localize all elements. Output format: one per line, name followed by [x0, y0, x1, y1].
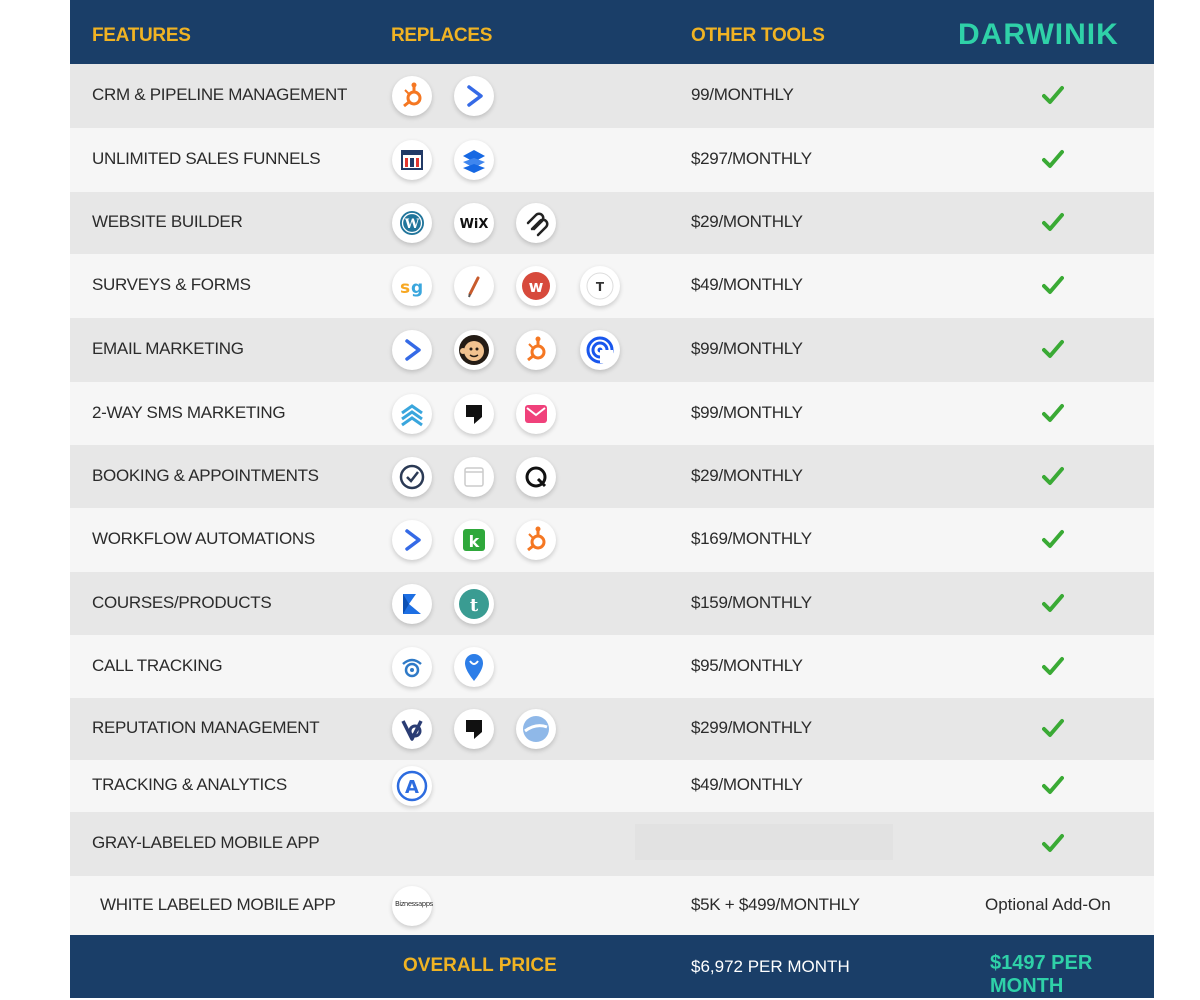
table-row [70, 508, 1154, 572]
bizness-apps-label: Biznessapps [395, 900, 433, 908]
overall-price-label: OVERALL PRICE [403, 955, 557, 976]
svg-text:s: s [400, 278, 411, 298]
keap-icon [454, 520, 494, 560]
table-row [70, 254, 1154, 318]
table-row [70, 812, 1154, 876]
header-features: FEATURES [92, 25, 191, 46]
svg-text:WiX: WiX [459, 217, 489, 232]
table-row [70, 128, 1154, 192]
feature-name: WHITE LABELED MOBILE APP [100, 895, 336, 914]
mailchimp-icon [454, 330, 494, 370]
location-pin-icon [454, 647, 494, 687]
check-icon [1042, 529, 1064, 554]
birdeye-icon [392, 709, 432, 749]
check-icon [1042, 656, 1064, 681]
header-replaces: REPLACES [391, 25, 493, 46]
feature-name: CALL TRACKING [92, 656, 223, 675]
feature-name: CRM & PIPELINE MANAGEMENT [92, 85, 348, 104]
table-header [70, 0, 1154, 64]
squarespace-icon [516, 203, 556, 243]
check-icon [1042, 85, 1064, 110]
check-icon [1042, 593, 1064, 618]
hubspot-icon [516, 520, 556, 560]
check-icon [1042, 718, 1064, 743]
layers-icon [454, 140, 494, 180]
chevrons-up-icon [392, 394, 432, 434]
svg-text:A: A [405, 777, 419, 798]
activecampaign-icon [392, 520, 432, 560]
svg-text:g: g [411, 278, 424, 298]
teachable-icon [454, 584, 494, 624]
table-row [70, 318, 1154, 382]
svg-text:k: k [468, 532, 480, 551]
surveygizmo-icon [392, 266, 432, 306]
calendly-icon [392, 457, 432, 497]
feature-name: UNLIMITED SALES FUNNELS [92, 149, 321, 168]
other-tools-price: $5K + $499/MONTHLY [691, 895, 860, 914]
table-row [70, 760, 1154, 812]
feature-name: REPUTATION MANAGEMENT [92, 718, 320, 737]
reviewtrackers-icon [516, 709, 556, 749]
other-tools-price: $299/MONTHLY [691, 718, 812, 737]
check-icon [1042, 403, 1064, 428]
table-footer [70, 935, 1154, 998]
table-row [70, 572, 1154, 635]
darwinik-logo: DARWINIK [958, 18, 1119, 51]
other-tools-price: 99/MONTHLY [691, 85, 794, 104]
analytics-icon [392, 766, 432, 806]
hubspot-icon [516, 330, 556, 370]
check-icon [1042, 466, 1064, 491]
table-row [70, 698, 1154, 760]
constantcontact-icon [580, 330, 620, 370]
check-icon [1042, 339, 1064, 364]
svg-text:w: w [528, 277, 544, 296]
other-tools-price: $99/MONTHLY [691, 403, 803, 422]
darwinik-total: $1497 PER MONTH [990, 952, 1093, 997]
hubspot-icon [392, 76, 432, 116]
header-other-tools: OTHER TOOLS [691, 25, 825, 46]
other-tools-price: $29/MONTHLY [691, 466, 803, 485]
table-row [70, 876, 1154, 935]
check-icon [1042, 149, 1064, 174]
podium-icon [454, 709, 494, 749]
feature-name: WEBSITE BUILDER [92, 212, 243, 231]
check-icon [1042, 833, 1064, 858]
feature-name: BOOKING & APPOINTMENTS [92, 466, 319, 485]
other-tools-price: $297/MONTHLY [691, 149, 812, 168]
activecampaign-icon [454, 76, 494, 116]
check-icon [1042, 275, 1064, 300]
other-tools-price: $49/MONTHLY [691, 775, 803, 794]
check-icon [1042, 775, 1064, 800]
acuity-icon [516, 457, 556, 497]
wix-icon [454, 203, 494, 243]
other-tools-price: $49/MONTHLY [691, 275, 803, 294]
wordpress-icon [392, 203, 432, 243]
podium-icon [454, 394, 494, 434]
comparison-table [70, 0, 1154, 1000]
other-tools-price: $169/MONTHLY [691, 529, 812, 548]
price-placeholder [635, 824, 893, 860]
optional-add-on: Optional Add-On [985, 895, 1111, 914]
feature-name: GRAY-LABELED MOBILE APP [92, 833, 320, 852]
callrail-icon [392, 647, 432, 687]
feature-name: EMAIL MARKETING [92, 339, 244, 358]
other-tools-price: $99/MONTHLY [691, 339, 803, 358]
feature-name: SURVEYS & FORMS [92, 275, 251, 294]
svg-text:t: t [469, 595, 479, 616]
svg-text:W: W [404, 217, 420, 232]
feature-name: 2-WAY SMS MARKETING [92, 403, 286, 422]
feature-name: COURSES/PRODUCTS [92, 593, 272, 612]
envelope-icon [516, 394, 556, 434]
typeform-icon [580, 266, 620, 306]
table-row [70, 64, 1154, 128]
pen-icon [454, 266, 494, 306]
other-tools-price: $95/MONTHLY [691, 656, 803, 675]
feature-name: TRACKING & ANALYTICS [92, 775, 287, 794]
clickfunnels-icon [392, 140, 432, 180]
check-icon [1042, 212, 1064, 237]
table-row [70, 192, 1154, 254]
calendar-icon [454, 457, 494, 497]
wufoo-icon [516, 266, 556, 306]
table-row [70, 445, 1154, 508]
table-row [70, 635, 1154, 698]
kajabi-icon [392, 584, 432, 624]
other-tools-total: $6,972 PER MONTH [691, 957, 850, 976]
activecampaign-icon [392, 330, 432, 370]
other-tools-price: $29/MONTHLY [691, 212, 803, 231]
table-row [70, 382, 1154, 445]
feature-name: WORKFLOW AUTOMATIONS [92, 529, 315, 548]
svg-text:T: T [595, 280, 605, 294]
other-tools-price: $159/MONTHLY [691, 593, 812, 612]
bizness-apps-icon [392, 886, 432, 926]
